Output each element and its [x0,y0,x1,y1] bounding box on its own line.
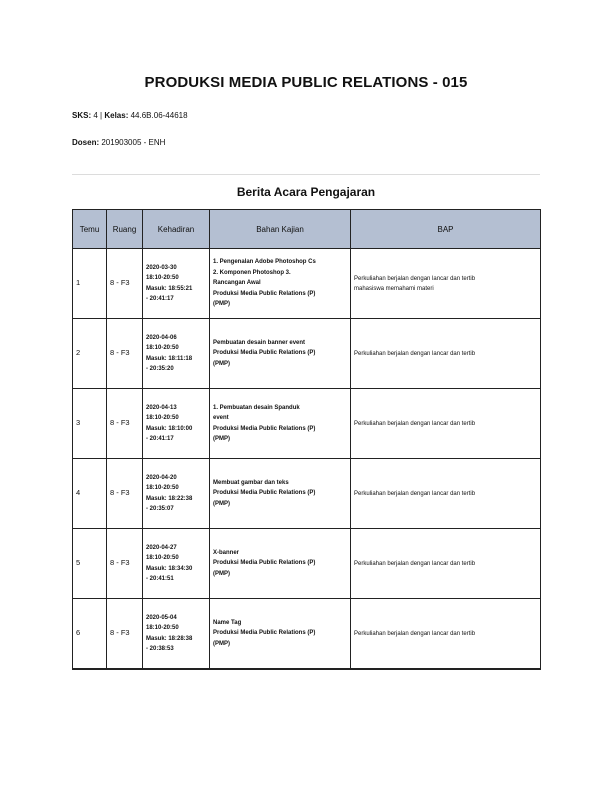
cell-bap [351,529,541,599]
bahan-kajian-line: Name Tag [213,619,242,626]
table-row [73,389,541,459]
dosen-label: Dosen: [72,138,100,147]
bahan-kajian-line: event [213,415,229,421]
lecturer-meta [72,138,165,147]
cell-temu: 1 [73,249,107,319]
cell-ruang: 8 - F3 [107,599,143,670]
column-header-kehadiran: Kehadiran [143,210,210,249]
column-header-bahan-kajian: Bahan Kajian [210,210,351,249]
kehadiran-line: 2020-05-04 [146,614,177,621]
cell-bahan-kajian [210,459,351,529]
bahan-kajian-line: 2. Komponen Photoshop 3. [213,269,291,276]
kehadiran-line: 2020-04-20 [146,474,177,481]
bahan-kajian-line: (PMP) [213,360,230,367]
cell-bahan-kajian [210,249,351,319]
kehadiran-line: 18:10-20:50 [146,485,179,491]
bahan-kajian-line: Produksi Media Public Relations (P) [213,490,316,497]
cell-kehadiran [143,599,210,670]
cell-bahan-kajian [210,319,351,389]
cell-bahan-kajian [210,389,351,459]
sks-label: SKS: [72,111,92,120]
cell-bap [351,599,541,670]
cell-temu: 4 [73,459,107,529]
kehadiran-line: - 20:41:17 [146,436,174,442]
bap-line: Perkuliahan berjalan dengan lancar dan tertib [354,350,476,357]
cell-temu: 2 [73,319,107,389]
bahan-kajian-line: (PMP) [213,301,230,308]
cell-bahan-kajian [210,599,351,670]
bahan-kajian-line: Produksi Media Public Relations (P) [213,630,316,637]
kehadiran-line: - 20:41:51 [146,576,174,582]
sks-value: 4 [93,111,98,120]
kehadiran-line: Masuk: 18:28:38 [146,635,193,642]
cell-bap [351,389,541,459]
table-row [73,459,541,529]
cell-ruang: 8 - F3 [107,459,143,529]
kehadiran-line: 18:10-20:50 [146,345,179,351]
table-header-row [73,210,541,249]
bahan-kajian-line: 1. Pengenalan Adobe Photoshop Cs [213,259,316,266]
table-body [73,249,541,670]
column-header-bap: BAP [351,210,541,249]
kelas-label: Kelas: [104,111,129,120]
bahan-kajian-line: (PMP) [213,640,230,647]
kehadiran-line: - 20:38:53 [146,646,174,652]
bahan-kajian-line: (PMP) [213,436,230,442]
cell-kehadiran [143,389,210,459]
course-meta [72,111,188,120]
kehadiran-line: - 20:41:17 [146,296,174,302]
table-row [73,249,541,319]
cell-ruang: 8 - F3 [107,389,143,459]
dosen-value: 201903005 - ENH [101,138,166,147]
cell-ruang: 8 - F3 [107,249,143,319]
kehadiran-line: 2020-03-30 [146,264,177,271]
kehadiran-line: 2020-04-27 [146,544,177,551]
cell-temu: 6 [73,599,107,670]
kehadiran-line: 2020-04-06 [146,334,177,341]
bahan-kajian-line: Pembuatan desain banner event [213,339,306,346]
bap-table [72,209,541,670]
bap-line: Perkuliahan berjalan dengan lancar dan tertib [354,630,476,637]
cell-bap [351,249,541,319]
kehadiran-line: 18:10-20:50 [146,275,179,281]
bahan-kajian-line: Produksi Media Public Relations (P) [213,350,316,357]
table-row [73,529,541,599]
cell-kehadiran [143,459,210,529]
kehadiran-line: 18:10-20:50 [146,625,179,631]
bahan-kajian-line: Produksi Media Public Relations (P) [213,290,316,297]
section-title: Berita Acara Pengajaran [236,185,376,199]
cell-bap [351,459,541,529]
kehadiran-line: - 20:35:20 [146,366,174,372]
table-row [73,319,541,389]
bahan-kajian-line: Produksi Media Public Relations (P) [213,560,316,567]
kehadiran-line: - 20:35:07 [146,506,174,512]
kehadiran-line: Masuk: 18:10:00 [146,425,193,432]
meta-separator: | [100,111,103,120]
bahan-kajian-line: (PMP) [213,500,230,507]
bahan-kajian-line: Membuat gambar dan teks [213,479,289,486]
table-row [73,599,541,670]
cell-temu: 3 [73,389,107,459]
page-title: PRODUKSI MEDIA PUBLIC RELATIONS - 015 [144,74,468,91]
kehadiran-line: Masuk: 18:34:30 [146,565,193,572]
kehadiran-line: Masuk: 18:22:38 [146,495,193,502]
column-header-temu: Temu [73,210,107,249]
kehadiran-line: 18:10-20:50 [146,555,179,561]
kehadiran-line: Masuk: 18:55:21 [146,285,193,292]
bahan-kajian-line: (PMP) [213,570,230,577]
divider [72,174,540,175]
bap-line: Perkuliahan berjalan dengan lancar dan tertib [354,560,476,567]
column-header-ruang: Ruang [107,210,143,249]
bap-line: Perkuliahan berjalan dengan lancar dan tertib [354,420,476,427]
bahan-kajian-line: Rancangan Awal [213,280,261,287]
kehadiran-line: 2020-04-13 [146,404,177,411]
cell-kehadiran [143,529,210,599]
cell-ruang: 8 - F3 [107,529,143,599]
kehadiran-line: Masuk: 18:11:18 [146,355,193,362]
bap-line: Perkuliahan berjalan dengan lancar dan tertib [354,490,476,497]
cell-bahan-kajian [210,529,351,599]
cell-temu: 5 [73,529,107,599]
bap-line: mahasiswa memahami materi [354,285,434,292]
bahan-kajian-line: 1. Pembuatan desain Spanduk [213,404,300,411]
bahan-kajian-line: Produksi Media Public Relations (P) [213,425,316,432]
kehadiran-line: 18:10-20:50 [146,415,179,421]
cell-kehadiran [143,249,210,319]
cell-bap [351,319,541,389]
cell-kehadiran [143,319,210,389]
kelas-value: 44.6B.06-44618 [130,111,188,120]
cell-ruang: 8 - F3 [107,319,143,389]
bap-line: Perkuliahan berjalan dengan lancar dan tertib [354,275,476,282]
bahan-kajian-line: X-banner [213,549,240,556]
